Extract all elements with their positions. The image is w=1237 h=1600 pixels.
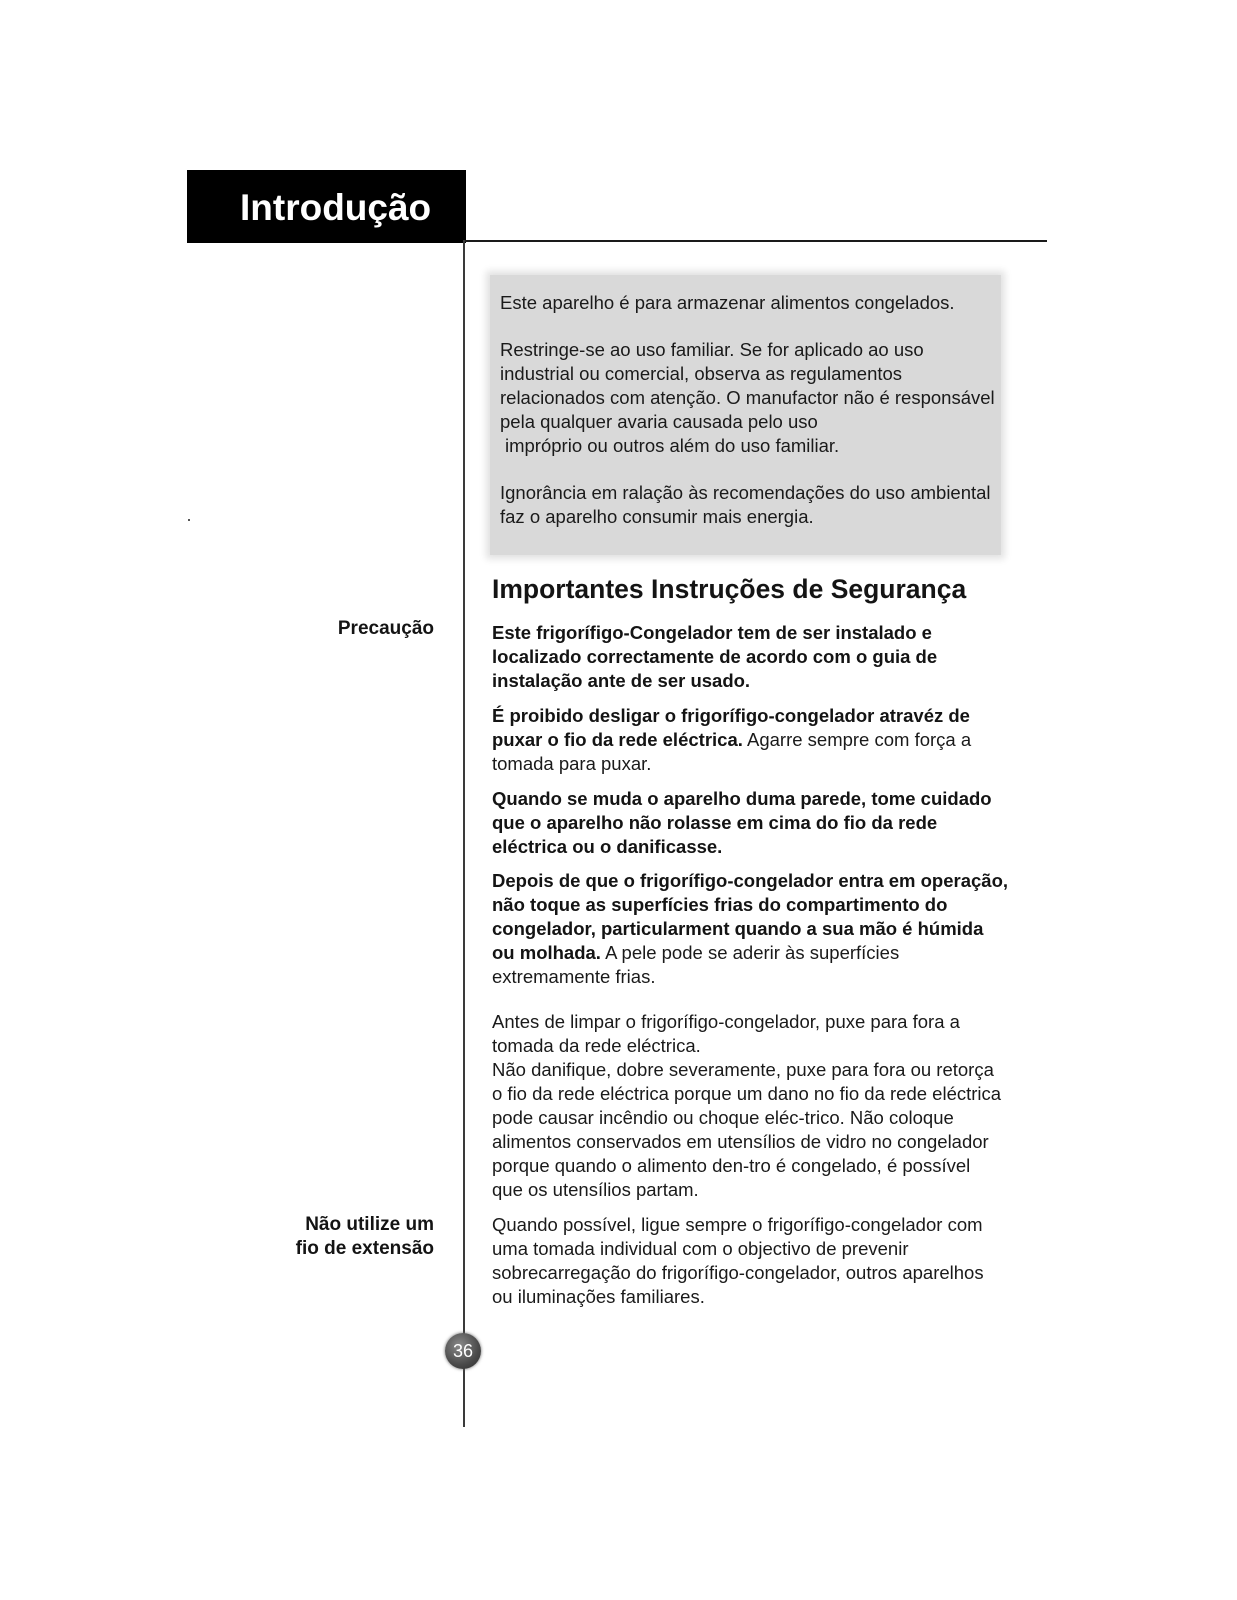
safety-moving-text: Quando se muda o aparelho duma parede, tome cuidado que o aparelho não rolasse em cima do fio da rede eléctrica ou o danificasse. bbox=[492, 788, 992, 857]
info-usage-continuation: impróprio ou outros além do uso familiar. bbox=[505, 435, 840, 456]
safety-install-text: Este frigorífigo-Congelador tem de ser instalado e localizado correctamente de acordo com o guia de instalação ante de ser usado. bbox=[492, 622, 938, 691]
safety-unplug-text: Agarre sempre com força a tomada para puxar. bbox=[492, 729, 972, 774]
safety-paragraph-cleaning bbox=[492, 1010, 1002, 1202]
extension-label-line2: fio de extensão bbox=[295, 1238, 434, 1259]
page-title: Introdução bbox=[240, 187, 432, 228]
safety-paragraph-outlet: Quando possível, ligue sempre o frigorífigo-congelador com uma tomada individual com o objectivo de prevenir sobrecarregação do frigorífigo-congelador, outros aparelhos ou iluminações familiares. bbox=[492, 1214, 984, 1307]
safety-paragraph-unplug bbox=[492, 704, 997, 776]
safety-paragraph-moving bbox=[492, 787, 992, 859]
column-divider bbox=[463, 240, 465, 1427]
info-paragraph-usage bbox=[500, 338, 1001, 458]
precaution-label: Precaução bbox=[337, 618, 434, 639]
extension-cord-label bbox=[296, 1213, 434, 1261]
stray-mark bbox=[188, 519, 190, 521]
safety-cold-text: A pele pode se aderir às superfícies extremamente frias. bbox=[492, 942, 900, 987]
section-heading: Importantes Instruções de Segurança bbox=[492, 574, 967, 604]
safety-paragraph-install bbox=[492, 621, 997, 693]
safety-cleaning-text: Antes de limpar o frigorífigo-congelador, puxe para fora a tomada da rede eléctrica. bbox=[492, 1011, 960, 1056]
info-usage-text: Restringe-se ao uso familiar. Se for aplicado ao uso industrial ou comercial, observa as regulamentos relacionados com atenção. O manufactor não é responsável pela qualquer avaria causada pelo uso bbox=[500, 339, 995, 432]
page-number-badge: 36 bbox=[445, 1333, 481, 1369]
intro-info-box bbox=[490, 275, 1001, 555]
header-divider bbox=[464, 240, 1047, 242]
info-paragraph-purpose: Este aparelho é para armazenar alimentos congelados. bbox=[500, 292, 955, 313]
safety-unplug-bold: É proibido desligar o frigorífigo-congelador atravéz de puxar o fio da rede eléctrica. bbox=[492, 705, 970, 750]
safety-paragraph-cold-surfaces bbox=[492, 869, 1010, 989]
info-paragraph-energy: Ignorância em ralação às recomendações do uso ambiental faz o aparelho consumir mais energia. bbox=[500, 482, 991, 527]
safety-cold-bold: Depois de que o frigorífigo-congelador entra em operação, não toque as superfícies frias do compartimento do congelador, particularment quando a sua mão é húmida ou molhada. bbox=[492, 870, 1009, 963]
safety-cord-text: Não danifique, dobre severamente, puxe para fora ou retorça o fio da rede eléctrica porque um dano no fio da rede eléctrica pode causar incêndio ou choque eléc-trico. Não coloque alimentos conservados em utensílios de vidro no congelador porque quando o alimento den-tro é congelado, é possível que os utensílios partam. bbox=[492, 1059, 1002, 1200]
extension-label-line1: Não utilize um bbox=[305, 1214, 434, 1235]
